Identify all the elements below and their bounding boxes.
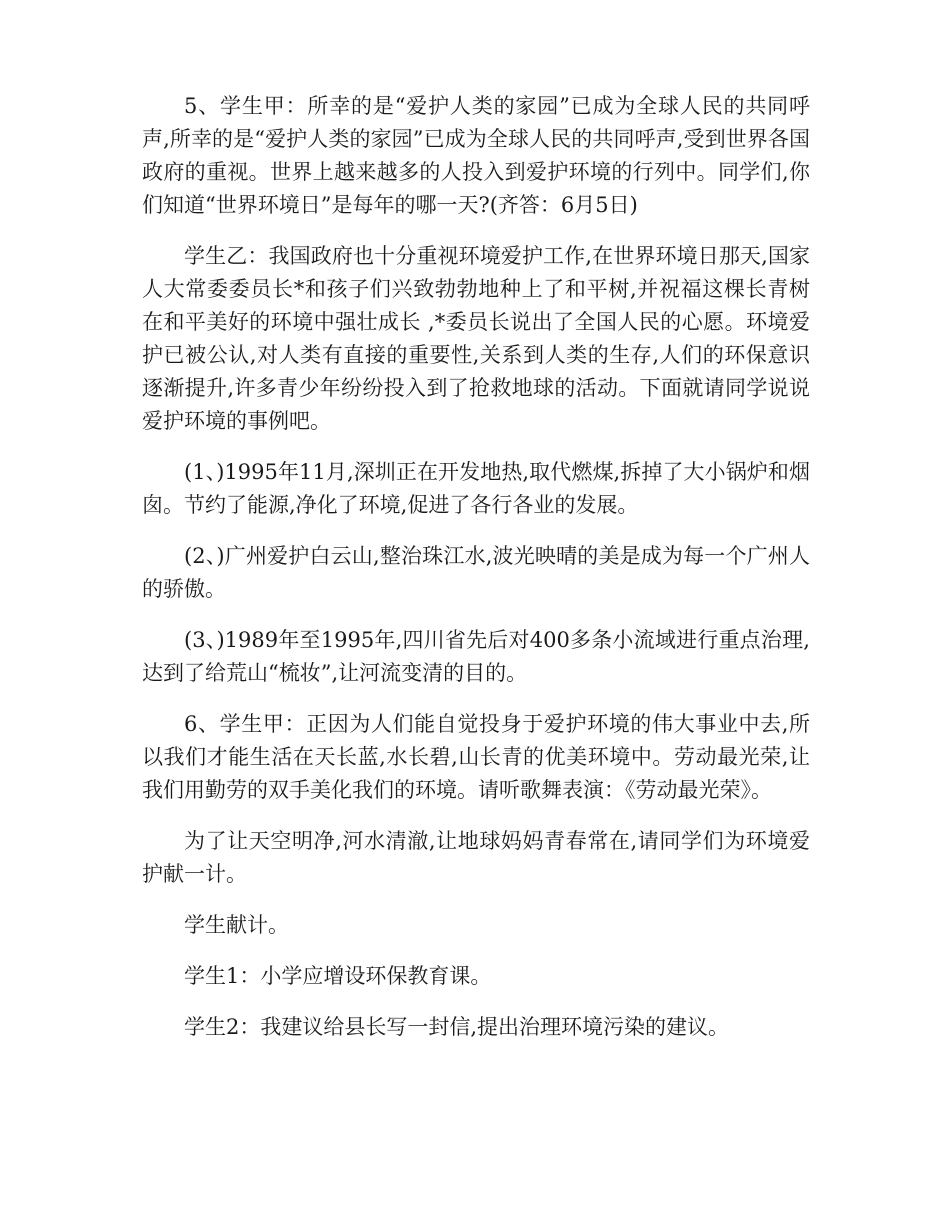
document-body [142, 90, 810, 1062]
paragraph-call-for-ideas: 为了让天空明净,河水清澈,让地球妈妈青春常在,请同学们为环境爱护献一计。 [142, 829, 810, 886]
paragraph-students-offer-ideas: 学生献计。 [184, 913, 289, 937]
paragraph-example-1: (1、)1995年11月,深圳正在开发地热,取代燃煤,拆掉了大小锅炉和烟囱。节约了能源,净化了环境,促进了各行各业的发展。 [142, 460, 810, 517]
paragraph-student-a-6: 6、学生甲：正因为人们能自觉投身于爱护环境的伟大事业中去,所以我们才能生活在天长蓝,水长碧,山长青的优美环境中。劳动最光荣,让我们用勤劳的双手美化我们的环境。请听歌舞表演：《劳动最光荣》。 [142, 712, 810, 802]
paragraph-student-2: 学生2：我建议给县长写一封信,提出治理环境污染的建议。 [184, 1015, 730, 1039]
paragraph-example-2: (2、)广州爱护白云山,整治珠江水,波光映晴的美是成为每一个广州人的骄傲。 [142, 544, 810, 601]
paragraph-student-a-5: 5、学生甲：所幸的是“爱护人类的家园”已成为全球人民的共同呼声,所幸的是“爱护人类的家园”已成为全球人民的共同呼声,受到世界各国政府的重视。世界上越来越多的人投入到爱护环境的行列中。同学们,你们知道“世界环境日”是每年的哪一天?(齐答：6月5日) [142, 94, 810, 217]
paragraph-example-3: (3、)1989年至1995年,四川省先后对400多条小流域进行重点治理,达到了给荒山“梳妆”,让河流变清的目的。 [142, 628, 810, 685]
paragraph-student-1: 学生1：小学应增设环保教育课。 [184, 964, 492, 988]
paragraph-student-b: 学生乙：我国政府也十分重视环境爱护工作,在世界环境日那天,国家人大常委委员长*和孩子们兴致勃勃地种上了和平树,并祝福这棵长青树在和平美好的环境中强壮成长 ,*委员长说出了全国人民的心愿。环境爱护已被公认,对人类有直接的重要性,关系到人类的生存,人们的环保意识逐渐提升,许多青少年纷纷投入到了抢救地球的活动。下面就请同学说说爱护环境的事例吧。 [142, 244, 810, 433]
